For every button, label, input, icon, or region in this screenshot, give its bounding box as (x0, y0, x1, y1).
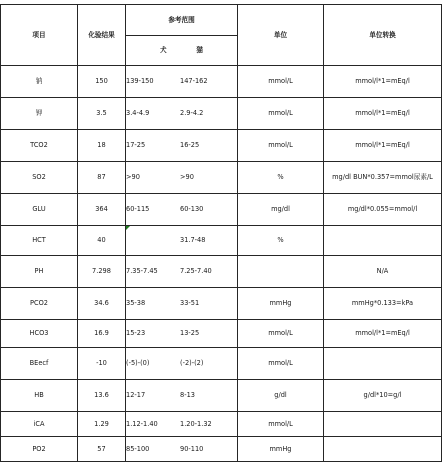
cell-conversion: mg/dl*0.055=mmol/l (324, 194, 442, 226)
cell-item: HCO3 (1, 320, 78, 348)
cell-result: 150 (78, 66, 126, 98)
range-dog: >90 (126, 173, 140, 182)
cell-conversion: mmol/l*1=mEq/l (324, 130, 442, 162)
table-row (1, 194, 442, 226)
range-cat: 33-51 (180, 299, 200, 308)
cell-conversion: mg/dl BUN*0.357=mmol尿素/L (324, 162, 442, 194)
range-cat: 90-110 (180, 444, 204, 453)
cell-unit: mmol/L (238, 66, 324, 98)
table-row (1, 66, 442, 98)
cell-result: 1.29 (78, 412, 126, 437)
cell-unit: mmol/L (238, 320, 324, 348)
cell-item: PO2 (1, 437, 78, 462)
header-cat: 猫 (196, 46, 203, 55)
cell-unit: mmHg (238, 288, 324, 320)
cell-unit: mmol/L (238, 98, 324, 130)
cell-conversion: N/A (324, 256, 442, 288)
cell-unit: % (238, 162, 324, 194)
range-dog: 7.35-7.45 (126, 267, 158, 276)
cell-unit: mmol/L (238, 412, 324, 437)
table-row (1, 256, 442, 288)
table-row (1, 98, 442, 130)
cell-reference (126, 66, 238, 98)
header-unit: 单位 (238, 5, 324, 66)
range-cat: 8-13 (180, 391, 195, 400)
range-dog: 3.4-4.9 (126, 109, 150, 118)
cell-reference (126, 98, 238, 130)
range-dog: 85-100 (126, 444, 150, 453)
cell-item: BEecf (1, 348, 78, 380)
cell-item: TCO2 (1, 130, 78, 162)
cell-conversion: mmHg*0.133=kPa (324, 288, 442, 320)
table-row (1, 412, 442, 437)
cell-unit (238, 256, 324, 288)
cell-result: 7.298 (78, 256, 126, 288)
cell-item: SO2 (1, 162, 78, 194)
cell-result: 13.6 (78, 380, 126, 412)
range-cat: (-2)-(2) (180, 359, 204, 368)
cell-result: 87 (78, 162, 126, 194)
cell-conversion (324, 437, 442, 462)
cell-reference (126, 194, 238, 226)
range-cat: >90 (180, 173, 194, 182)
range-cat: 2.9-4.2 (180, 109, 204, 118)
cell-reference (126, 130, 238, 162)
range-cat: 1.20-1.32 (180, 419, 212, 428)
cell-reference (126, 412, 238, 437)
table-row (1, 288, 442, 320)
cell-reference (126, 226, 238, 256)
cell-conversion: mmol/l*1=mEq/l (324, 66, 442, 98)
cell-conversion: mmol/l*1=mEq/l (324, 98, 442, 130)
table-row (1, 130, 442, 162)
header-row (1, 5, 442, 36)
range-cat: 16-25 (180, 141, 200, 150)
cell-conversion: g/dl*10=g/l (324, 380, 442, 412)
cell-reference (126, 320, 238, 348)
range-dog: 60-115 (126, 205, 150, 214)
range-dog: 12-17 (126, 391, 146, 400)
cell-result: 34.6 (78, 288, 126, 320)
cell-result: -10 (78, 348, 126, 380)
cell-item: HB (1, 380, 78, 412)
range-dog: 15-23 (126, 329, 146, 338)
range-dog: 35-38 (126, 299, 146, 308)
range-cat: 60-130 (180, 205, 204, 214)
range-cat: 13-25 (180, 329, 200, 338)
cell-item: 钠 (1, 66, 78, 98)
range-dog: 17-25 (126, 141, 146, 150)
cell-unit: g/dl (238, 380, 324, 412)
range-cat: 147-162 (180, 77, 208, 86)
table-row (1, 226, 442, 256)
cell-unit: % (238, 226, 324, 256)
header-result: 化验结果 (78, 5, 126, 66)
header-species (126, 36, 238, 66)
header-item: 项目 (1, 5, 78, 66)
range-dog: 139-150 (126, 77, 154, 86)
cell-unit: mg/dl (238, 194, 324, 226)
cell-conversion (324, 412, 442, 437)
header-dog: 犬 (160, 46, 167, 55)
cell-result: 364 (78, 194, 126, 226)
header-conversion: 单位转换 (324, 5, 442, 66)
cell-result: 18 (78, 130, 126, 162)
cell-reference (126, 256, 238, 288)
cell-result: 3.5 (78, 98, 126, 130)
cell-reference (126, 162, 238, 194)
table-row (1, 162, 442, 194)
range-dog: 1.12-1.40 (126, 419, 158, 428)
cell-conversion (324, 348, 442, 380)
table-row (1, 437, 442, 462)
cell-item: GLU (1, 194, 78, 226)
table-row (1, 380, 442, 412)
cell-reference (126, 437, 238, 462)
cell-unit: mmol/L (238, 130, 324, 162)
cell-item: iCA (1, 412, 78, 437)
table-row (1, 348, 442, 380)
cell-result: 57 (78, 437, 126, 462)
cell-item: PCO2 (1, 288, 78, 320)
range-cat: 31.7-48 (180, 236, 206, 245)
cell-item: PH (1, 256, 78, 288)
blood-gas-table (0, 4, 442, 462)
header-reference: 参考范围 (126, 5, 238, 36)
cell-conversion: mmol/l*1=mEq/l (324, 320, 442, 348)
cell-item: HCT (1, 226, 78, 256)
cell-result: 16.9 (78, 320, 126, 348)
cell-reference (126, 380, 238, 412)
cell-result: 40 (78, 226, 126, 256)
cell-item: 钾 (1, 98, 78, 130)
range-cat: 7.25-7.40 (180, 267, 212, 276)
range-dog: (-5)-(0) (126, 359, 150, 368)
cell-reference (126, 348, 238, 380)
table-row (1, 320, 442, 348)
cell-reference (126, 288, 238, 320)
cell-conversion (324, 226, 442, 256)
cell-unit: mmHg (238, 437, 324, 462)
cell-unit: mmol/L (238, 348, 324, 380)
